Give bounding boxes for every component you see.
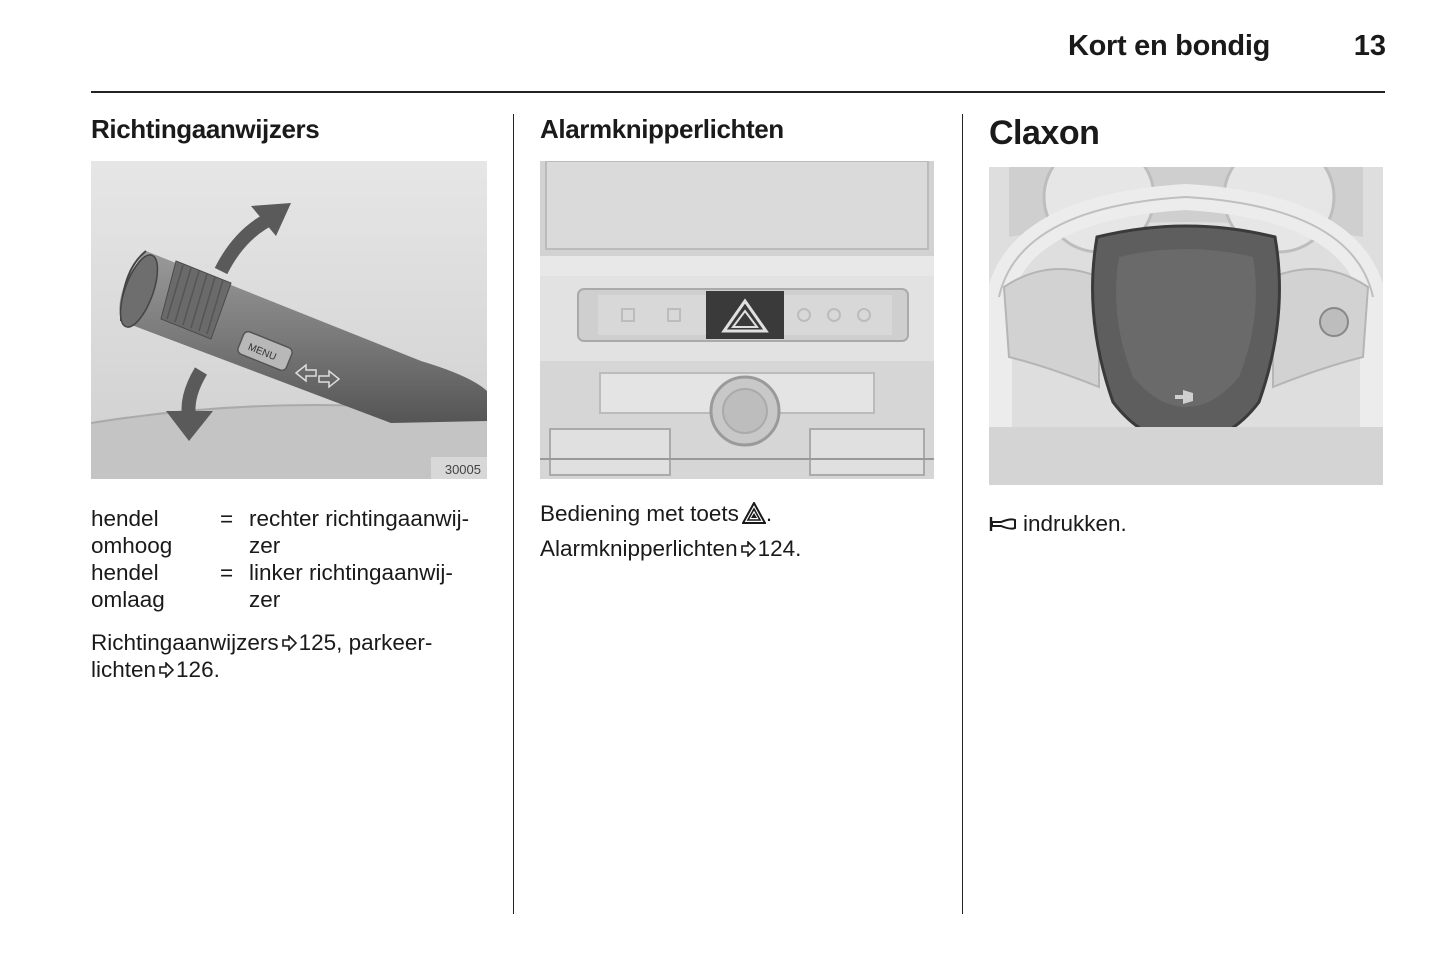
- reference-link-125[interactable]: 125, parkeer-: [298, 630, 433, 655]
- horn-instruction-text: indrukken.: [1023, 511, 1127, 536]
- definition-description: rechter richtingaanwij- zer: [249, 506, 470, 558]
- reference-text: Richtingaanwijzers: [91, 630, 279, 655]
- hazard-instructions: Bediening met toets . Alarmknipperlichten 124.: [540, 501, 802, 561]
- definition-equals: =: [220, 560, 234, 585]
- column-divider-2: [962, 114, 963, 914]
- definition-row: [91, 559, 496, 613]
- page-reference-arrow-icon: [158, 662, 174, 678]
- definition-description: linker richtingaanwij- zer: [249, 560, 453, 612]
- turn-signal-references: [91, 629, 496, 683]
- steering-wheel-illustration: [989, 167, 1383, 485]
- hazard-reference-text: Alarmknipperlichten: [540, 536, 738, 561]
- figure-turn-signal-lever: [91, 161, 487, 479]
- figure-number: 30005: [444, 462, 481, 477]
- horn-icon: [989, 514, 1017, 534]
- page-number: 13: [1353, 30, 1386, 62]
- column-hazard-lights: [540, 114, 940, 145]
- header-divider: [91, 91, 1385, 93]
- definition-list: [91, 505, 496, 613]
- heading-turn-signals: Richtingaanwijzers: [91, 114, 320, 144]
- reference-link-124[interactable]: 124.: [757, 536, 802, 561]
- page-reference-arrow-icon: [281, 635, 297, 651]
- definition-term: hendel omhoog: [91, 506, 173, 558]
- column-turn-signals: [91, 114, 491, 145]
- definition-equals: =: [220, 506, 234, 531]
- hazard-triangle-icon: [742, 502, 766, 524]
- hazard-switch-illustration: [540, 161, 934, 479]
- heading-horn: Claxon: [989, 114, 1100, 152]
- turn-signal-lever-illustration: [91, 161, 487, 479]
- lever-menu-label: MENU: [246, 341, 278, 364]
- page-reference-arrow-icon: [740, 541, 756, 557]
- hazard-instruction-text: Bediening met toets: [540, 501, 739, 526]
- column-horn: [989, 114, 1385, 153]
- definition-term: hendel omlaag: [91, 560, 165, 612]
- reference-text: lichten: [91, 657, 157, 682]
- definition-row: [91, 505, 496, 559]
- reference-link-126[interactable]: 126.: [176, 657, 220, 682]
- column-divider-1: [513, 114, 514, 914]
- figure-steering-wheel: [989, 167, 1383, 485]
- heading-hazard-lights: Alarmknipperlichten: [540, 114, 784, 144]
- figure-hazard-switch: [540, 161, 934, 479]
- horn-instruction: [989, 510, 1385, 537]
- section-title: Kort en bondig: [1068, 30, 1270, 62]
